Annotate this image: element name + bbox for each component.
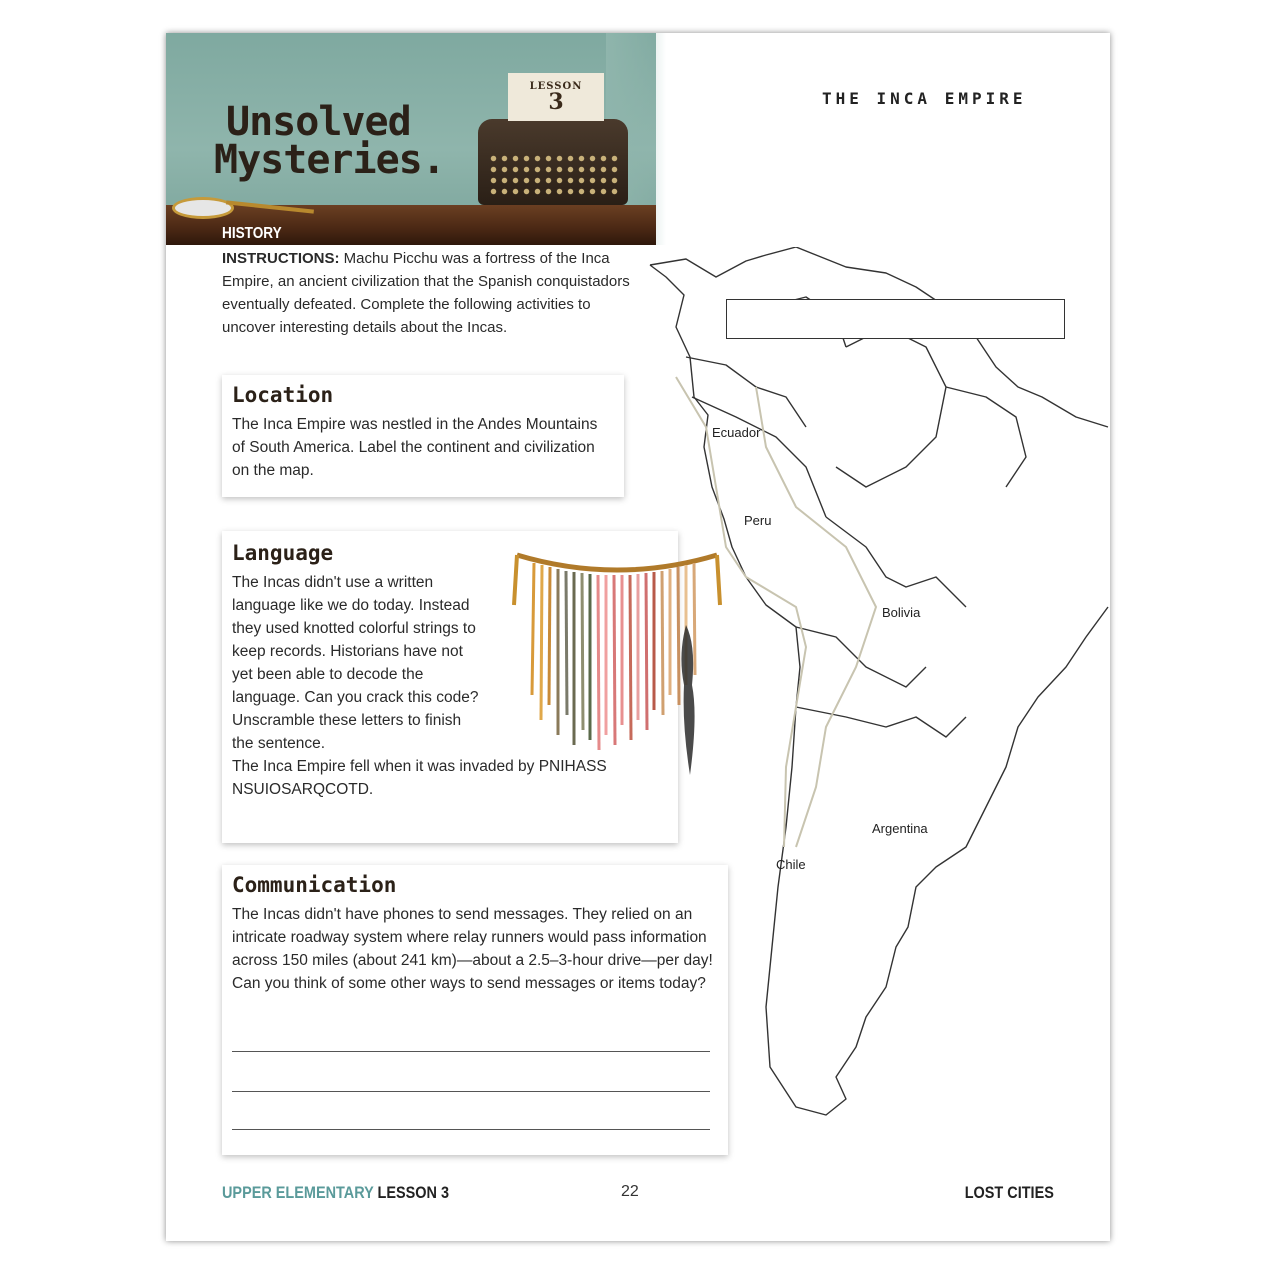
footer-unit: LOST CITIES bbox=[964, 1183, 1054, 1202]
location-card bbox=[222, 375, 624, 497]
instructions-text: Machu Picchu was a fortress of the Inca Empire, an ancient civilization that the Spanish conquistadors eventually defeated. Complete the following activities to uncover interesting details about the Incas. bbox=[222, 250, 630, 336]
instructions bbox=[222, 247, 642, 339]
communication-heading: Communication bbox=[232, 873, 397, 897]
map-label-bolivia: Bolivia bbox=[882, 605, 921, 620]
instructions-lead: INSTRUCTIONS: bbox=[222, 250, 340, 267]
worksheet-page bbox=[166, 33, 1110, 1241]
lesson-number: 3 bbox=[548, 89, 564, 115]
lesson-paper bbox=[508, 73, 604, 121]
south-america-map bbox=[646, 247, 1110, 1127]
series-title-line1: Unsolved bbox=[226, 99, 411, 145]
typewriter-keys bbox=[488, 153, 618, 197]
page-title: THE INCA EMPIRE bbox=[822, 89, 1027, 108]
footer-level bbox=[222, 1183, 449, 1203]
series-title-line2: Mysteries. bbox=[214, 137, 445, 183]
subject-label: HISTORY bbox=[222, 225, 282, 242]
language-text: The Incas didn't use a written language like we do today. Instead they used knotted colorful strings to keep records. Historians have not yet been able to decode the language. Can you crack this code? Unscramble these letters to finish the sentence. bbox=[232, 574, 479, 752]
map-label-box[interactable] bbox=[726, 299, 1065, 339]
language-heading: Language bbox=[232, 541, 334, 565]
map-label-argentina: Argentina bbox=[872, 821, 928, 836]
map-label-chile: Chile bbox=[776, 857, 806, 872]
footer-lesson-text: LESSON 3 bbox=[377, 1183, 449, 1202]
answer-line[interactable] bbox=[232, 1091, 710, 1092]
magnifying-glass-icon bbox=[172, 197, 234, 219]
location-text: The Inca Empire was nestled in the Andes Mountains of South America. Label the continent and civilization on the map. bbox=[232, 416, 598, 479]
language-sentence: The Inca Empire fell when it was invaded by PNIHASS NSUIOSARQCOTD. bbox=[232, 758, 607, 798]
map-label-ecuador: Ecuador bbox=[712, 425, 761, 440]
answer-line[interactable] bbox=[232, 1129, 710, 1130]
answer-line[interactable] bbox=[232, 1051, 710, 1052]
communication-text: The Incas didn't have phones to send messages. They relied on an intricate roadway system where relay runners would pass information across 150 miles (about 241 km)—about a 2.5–3-hour drive—per day! Can you think of some other ways to send messages or items today? bbox=[232, 906, 713, 992]
lesson-label: LESSON bbox=[529, 81, 583, 92]
footer-level-text: UPPER ELEMENTARY bbox=[222, 1183, 374, 1202]
page-number: 22 bbox=[621, 1183, 639, 1200]
location-heading: Location bbox=[232, 383, 334, 407]
language-card bbox=[222, 531, 678, 843]
map-label-peru: Peru bbox=[744, 513, 772, 528]
